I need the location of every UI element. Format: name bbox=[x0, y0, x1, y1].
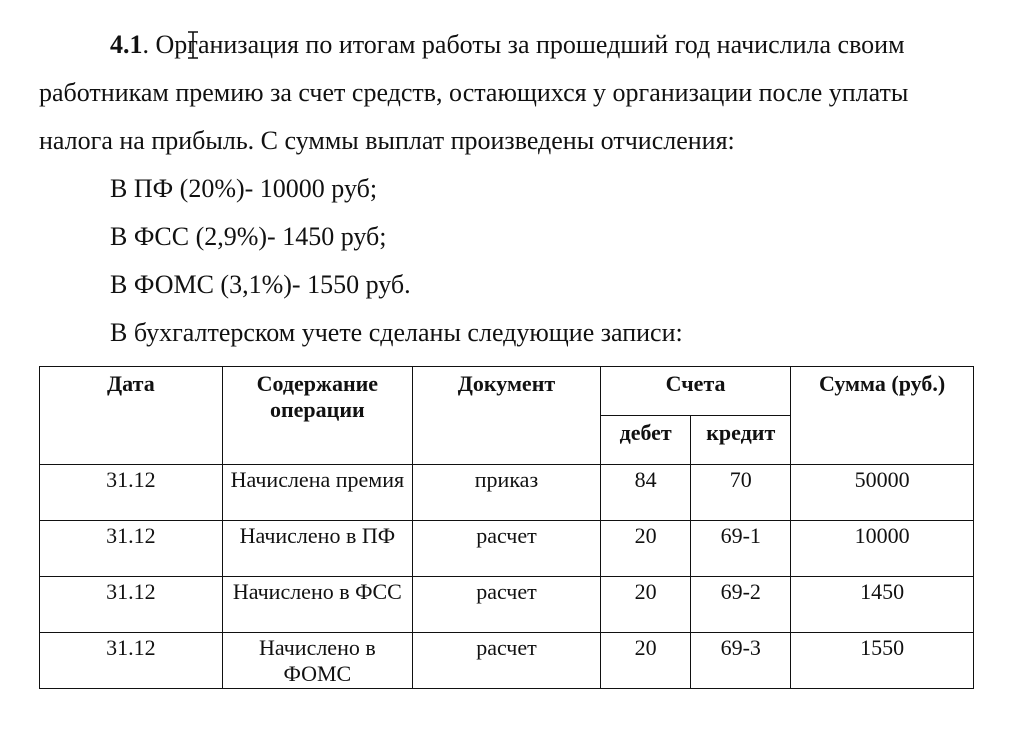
paragraph-line-2: работникам премию за счет средств, остающихся у организации после уплаты bbox=[39, 78, 909, 107]
cell-credit: 69-1 bbox=[691, 521, 791, 577]
cell-document: расчет bbox=[412, 633, 600, 689]
records-intro: В бухгалтерском учете сделаны следующие записи: bbox=[110, 318, 683, 347]
cell-debit: 84 bbox=[601, 465, 691, 521]
text-cursor-icon bbox=[186, 30, 200, 60]
table-row bbox=[40, 465, 974, 521]
deduction-pf: В ПФ (20%)- 10000 руб; bbox=[110, 174, 378, 203]
cell-date: 31.12 bbox=[40, 577, 223, 633]
cell-credit: 69-2 bbox=[691, 577, 791, 633]
cell-amount: 50000 bbox=[791, 465, 974, 521]
deduction-fss: В ФСС (2,9%)- 1450 руб; bbox=[110, 222, 387, 251]
cell-date: 31.12 bbox=[40, 633, 223, 689]
table-row bbox=[40, 577, 974, 633]
task-number: 4.1 bbox=[110, 30, 143, 59]
cell-amount: 10000 bbox=[791, 521, 974, 577]
cell-amount: 1550 bbox=[791, 633, 974, 689]
deduction-foms: В ФОМС (3,1%)- 1550 руб. bbox=[110, 270, 411, 299]
header-amount: Сумма (руб.) bbox=[791, 367, 974, 465]
paragraph-line-1-text: . Организация по итогам работы за прошедший год начислила своим bbox=[142, 30, 905, 59]
header-accounts: Счета bbox=[601, 367, 791, 416]
paragraph-line-3: налога на прибыль. С суммы выплат произведены отчисления: bbox=[39, 126, 735, 155]
cell-debit: 20 bbox=[601, 521, 691, 577]
cell-credit: 69-3 bbox=[691, 633, 791, 689]
cell-document: расчет bbox=[412, 577, 600, 633]
cell-operation: Начислено в ФОМС bbox=[222, 633, 412, 689]
paragraph-line-1 bbox=[110, 30, 905, 60]
header-date: Дата bbox=[40, 367, 223, 465]
cell-operation: Начислено в ФСС bbox=[222, 577, 412, 633]
cell-date: 31.12 bbox=[40, 465, 223, 521]
header-operation: Содержание операции bbox=[222, 367, 412, 465]
accounting-entries-table bbox=[39, 366, 974, 689]
header-credit: кредит bbox=[691, 416, 791, 465]
cell-document: приказ bbox=[412, 465, 600, 521]
table-header-row bbox=[40, 367, 974, 416]
cell-credit: 70 bbox=[691, 465, 791, 521]
header-debit: дебет bbox=[601, 416, 691, 465]
cell-debit: 20 bbox=[601, 577, 691, 633]
cell-date: 31.12 bbox=[40, 521, 223, 577]
table-row bbox=[40, 633, 974, 689]
cell-document: расчет bbox=[412, 521, 600, 577]
cell-amount: 1450 bbox=[791, 577, 974, 633]
header-document: Документ bbox=[412, 367, 600, 465]
table-row bbox=[40, 521, 974, 577]
cell-debit: 20 bbox=[601, 633, 691, 689]
cell-operation: Начислена премия bbox=[222, 465, 412, 521]
cell-operation: Начислено в ПФ bbox=[222, 521, 412, 577]
